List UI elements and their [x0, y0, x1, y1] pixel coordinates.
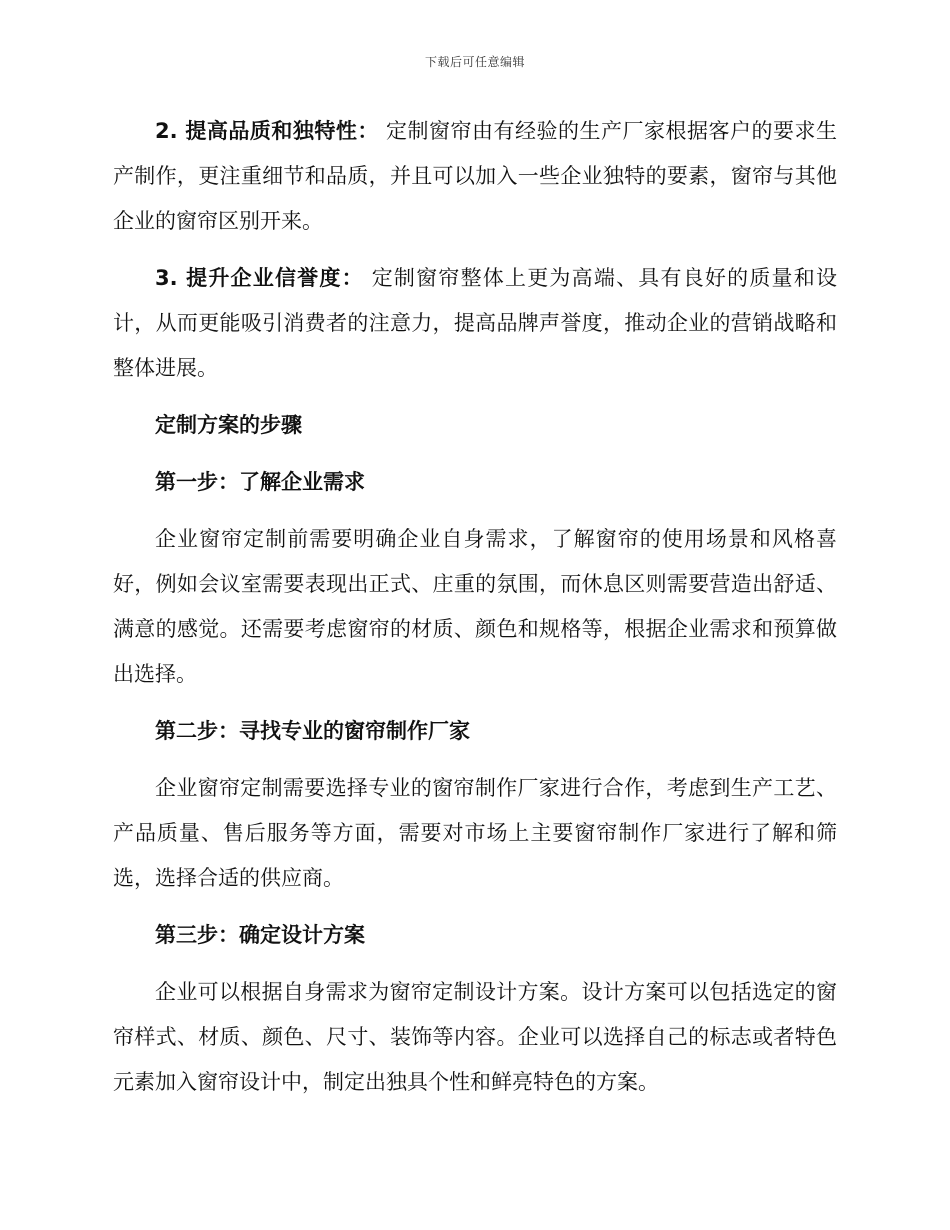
step-1-title: 第一步：了解企业需求: [155, 470, 365, 494]
point-2-body: 定制窗帘由有经验的生产厂家根据客户的要求生产制作，更注重细节和品质，并且可以加入一些企业独特的要素，窗帘与其他企业的窗帘区别开来。: [113, 119, 837, 233]
step-3-title: 第三步：确定设计方案: [155, 923, 365, 947]
point-2-lead: 2. 提高品质和独特性：: [155, 119, 379, 143]
page-header: 下载后可任意编辑: [424, 55, 525, 69]
point-3-lead: 3. 提升企业信誉度：: [155, 266, 364, 290]
step-1-body: 企业窗帘定制前需要明确企业自身需求，了解窗帘的使用场景和风格喜好，例如会议室需要表现出正式、庄重的氛围，而休息区则需要营造出舒适、满意的感觉。还需要考虑窗帘的材质、颜色和规格等，根据企业需求和预算做出选择。: [113, 527, 837, 686]
step-2-body: 企业窗帘定制需要选择专业的窗帘制作厂家进行合作，考虑到生产工艺、产品质量、售后服务等方面，需要对市场上主要窗帘制作厂家进行了解和筛选，选择合适的供应商。: [113, 776, 837, 890]
step-2-title: 第二步：寻找专业的窗帘制作厂家: [155, 719, 470, 743]
document-body: [113, 109, 837, 1117]
step-3-body: 企业可以根据自身需求为窗帘定制设计方案。设计方案可以包括选定的窗帘样式、材质、颜色、尺寸、装饰等内容。企业可以选择自己的标志或者特色元素加入窗帘设计中，制定出独具个性和鲜亮特色的方案。: [113, 980, 837, 1094]
point-3-paragraph: [113, 256, 837, 391]
point-2-paragraph: [113, 109, 837, 244]
point-3-body: 定制窗帘整体上更为高端、具有良好的质量和设计，从而更能吸引消费者的注意力，提高品牌声誉度，推动企业的营销战略和整体进展。: [113, 266, 837, 380]
steps-section-title: 定制方案的步骤: [155, 413, 302, 437]
